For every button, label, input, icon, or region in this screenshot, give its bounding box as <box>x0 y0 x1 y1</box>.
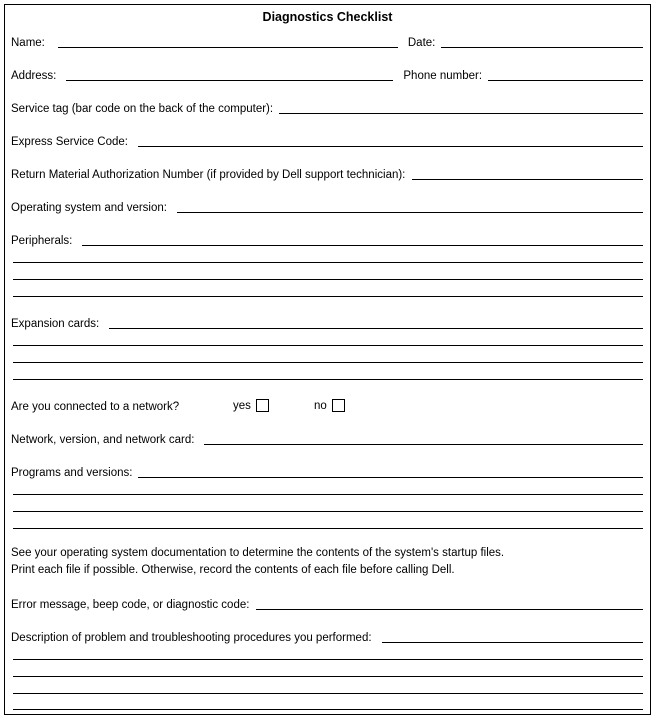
express-code-row <box>11 133 643 149</box>
programs-line[interactable] <box>13 511 643 512</box>
programs-field[interactable] <box>138 476 643 478</box>
date-field[interactable] <box>441 46 643 48</box>
network-card-row <box>11 431 643 447</box>
service-tag-row <box>11 100 643 116</box>
description-line[interactable] <box>13 659 643 660</box>
address-field[interactable] <box>66 79 393 81</box>
os-field[interactable] <box>177 211 643 213</box>
error-row <box>11 596 643 612</box>
os-row <box>11 199 643 215</box>
name-date-row <box>11 34 643 50</box>
error-label: Error message, beep code, or diagnostic code: <box>11 599 250 611</box>
expansion-line[interactable] <box>13 362 643 363</box>
phone-label: Phone number: <box>403 70 483 82</box>
expansion-field[interactable] <box>109 327 643 329</box>
address-label: Address: <box>11 70 57 82</box>
description-row <box>11 629 643 645</box>
description-line[interactable] <box>13 693 643 694</box>
programs-line[interactable] <box>13 528 643 529</box>
diagnostics-checklist-form <box>4 4 651 715</box>
network-question-label: Are you connected to a network? <box>11 401 180 413</box>
peripherals-line[interactable] <box>13 262 643 263</box>
programs-label: Programs and versions: <box>11 467 133 479</box>
form-title: Diagnostics Checklist <box>262 10 393 24</box>
expansion-row <box>11 315 643 331</box>
no-option[interactable] <box>314 399 345 412</box>
os-label: Operating system and version: <box>11 202 167 214</box>
rma-label: Return Material Authorization Number (if provided by Dell support technician): <box>11 169 406 181</box>
startup-files-note <box>11 545 643 579</box>
peripherals-line[interactable] <box>13 296 643 297</box>
no-checkbox[interactable] <box>332 399 345 412</box>
peripherals-row <box>11 232 643 248</box>
network-card-field[interactable] <box>204 443 643 445</box>
date-label: Date: <box>407 37 436 49</box>
description-line[interactable] <box>13 709 643 710</box>
service-tag-label: Service tag (bar code on the back of the computer): <box>11 103 274 115</box>
address-phone-row <box>11 67 643 83</box>
express-code-field[interactable] <box>138 145 643 147</box>
peripherals-field[interactable] <box>82 244 643 246</box>
note-line: Print each file if possible. Otherwise, record the contents of each file before calling Dell. <box>11 564 455 576</box>
expansion-line[interactable] <box>13 379 643 380</box>
expansion-label: Expansion cards: <box>11 318 100 330</box>
yes-option[interactable] <box>233 399 269 412</box>
network-question-row <box>11 398 179 414</box>
network-card-label: Network, version, and network card: <box>11 434 195 446</box>
yes-checkbox[interactable] <box>256 399 269 412</box>
programs-line[interactable] <box>13 494 643 495</box>
programs-row <box>11 464 643 480</box>
description-line[interactable] <box>13 676 643 677</box>
express-code-label: Express Service Code: <box>11 136 128 148</box>
error-field[interactable] <box>256 608 643 610</box>
expansion-line[interactable] <box>13 345 643 346</box>
rma-row <box>11 166 643 182</box>
note-line: See your operating system documentation to determine the contents of the system's startup files. <box>11 547 505 559</box>
peripherals-label: Peripherals: <box>11 235 73 247</box>
phone-field[interactable] <box>488 79 643 81</box>
no-label: no <box>314 400 327 412</box>
description-field[interactable] <box>382 641 643 643</box>
service-tag-field[interactable] <box>279 112 643 114</box>
rma-field[interactable] <box>412 178 643 180</box>
name-field[interactable] <box>58 46 398 48</box>
yes-label: yes <box>233 400 251 412</box>
description-label: Description of problem and troubleshooting procedures you performed: <box>11 632 372 644</box>
name-label: Name: <box>11 37 45 49</box>
peripherals-line[interactable] <box>13 279 643 280</box>
